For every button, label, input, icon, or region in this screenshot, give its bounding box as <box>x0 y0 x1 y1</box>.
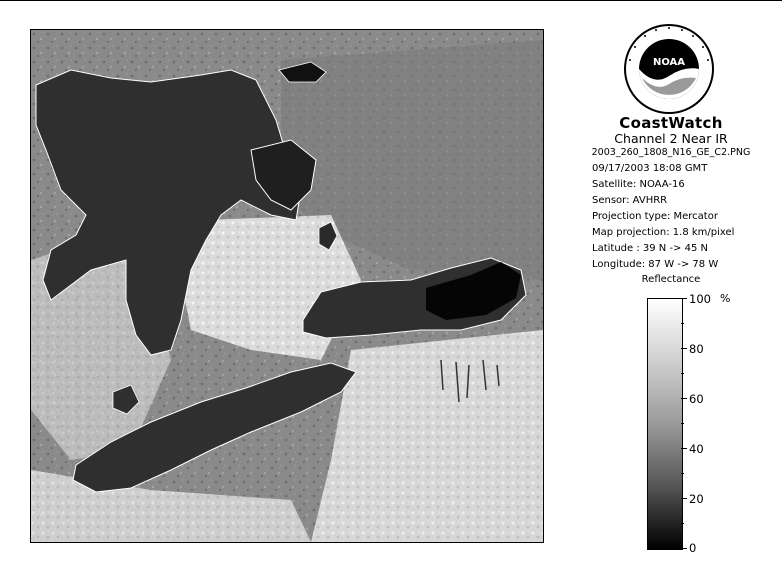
minor-tick <box>681 523 684 524</box>
longitude-label: Longitude: 87 W -> 78 W <box>592 259 719 270</box>
minor-tick <box>681 473 684 474</box>
unit-label: % <box>720 292 731 305</box>
tick-100 <box>681 298 687 299</box>
sensor-label: Sensor: AVHRR <box>592 195 668 206</box>
minor-tick <box>681 373 684 374</box>
latitude-label: Latitude : 39 N -> 45 N <box>592 243 708 254</box>
tick-80 <box>681 348 687 349</box>
tick-0 <box>681 548 687 549</box>
noaa-seal-icon <box>620 20 718 118</box>
noaa-text: NOAA <box>652 57 686 68</box>
app-title: CoastWatch <box>619 114 723 132</box>
tick-label-40: 40 <box>689 442 704 456</box>
filename-label: 2003_260_1808_N16_GE_C2.PNG <box>591 147 751 158</box>
tick-40 <box>681 448 687 449</box>
legend-title: Reflectance <box>641 274 701 285</box>
channel-label: Channel 2 Near IR <box>614 131 728 146</box>
tick-label-0: 0 <box>689 541 697 555</box>
satellite-map-svg <box>31 30 543 542</box>
reflectance-color-bar <box>647 298 683 550</box>
tick-label-20: 20 <box>689 492 704 506</box>
satellite-label: Satellite: NOAA-16 <box>592 179 685 190</box>
projection-type-label: Projection type: Mercator <box>592 211 718 222</box>
minor-tick <box>681 323 684 324</box>
datetime-label: 09/17/2003 18:08 GMT <box>592 163 708 174</box>
tick-60 <box>681 398 687 399</box>
noaa-logo <box>620 20 718 118</box>
minor-tick <box>681 423 684 424</box>
satellite-image[interactable] <box>30 29 544 543</box>
top-rule <box>0 0 782 1</box>
tick-20 <box>681 498 687 499</box>
tick-label-60: 60 <box>689 392 704 406</box>
tick-label-100: 100 <box>689 292 711 306</box>
tick-label-80: 80 <box>689 342 704 356</box>
map-projection-label: Map projection: 1.8 km/pixel <box>592 227 735 238</box>
